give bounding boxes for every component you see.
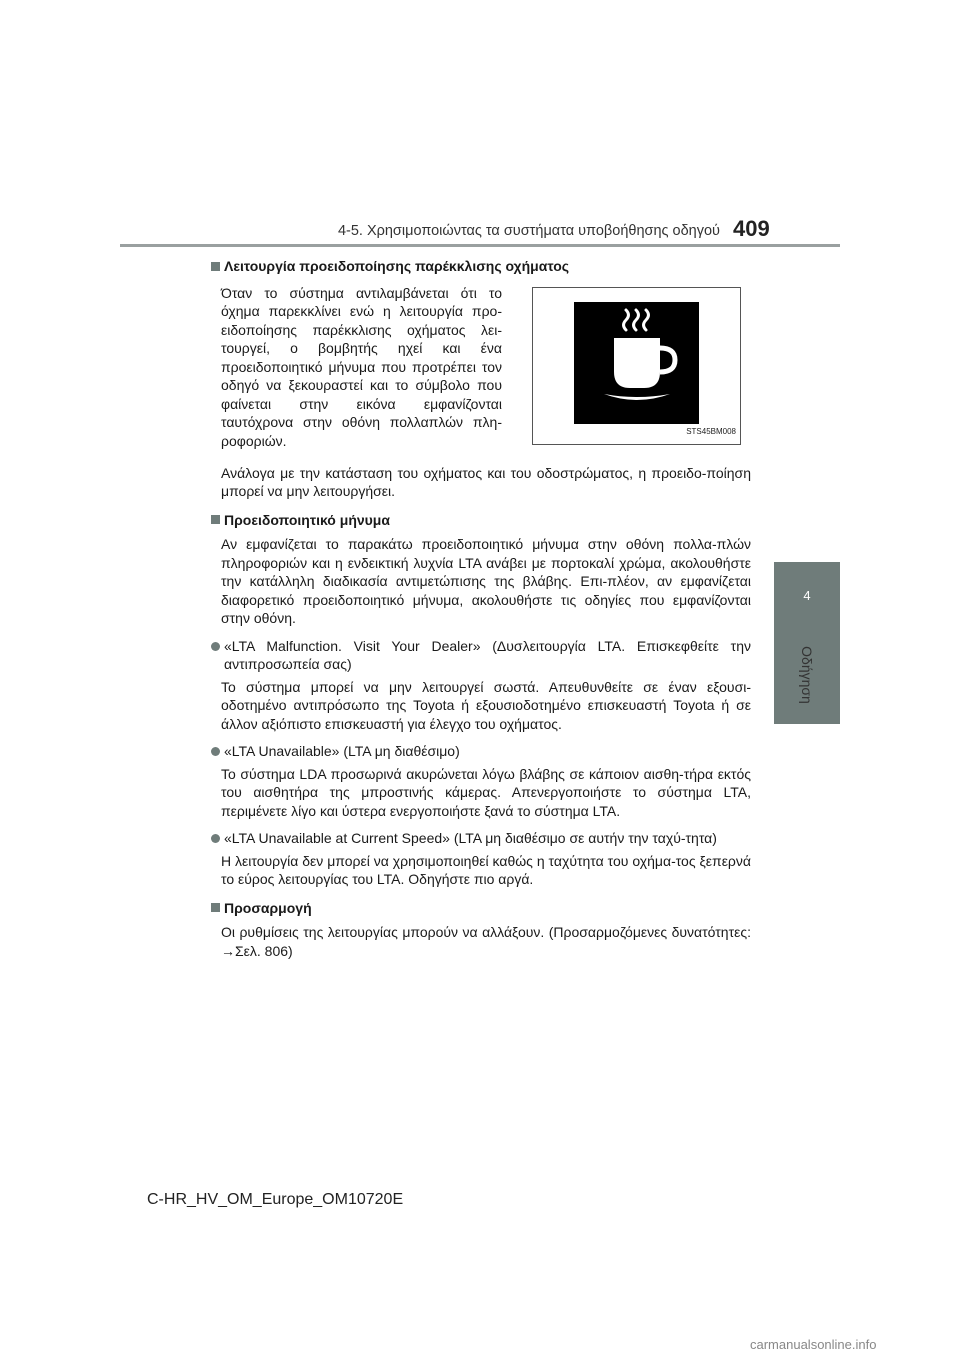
watermark-text: carmanualsonline.info bbox=[750, 1337, 877, 1352]
lane-warning-note: Ανάλογα με την κατάσταση του οχήματος και του οδοστρώματος, η προειδο-ποίηση μπορεί να μην λειτουργήσει. bbox=[221, 464, 751, 499]
section-title: 4-5. Χρησιμοποιώντας τα συστήματα υποβοήθησης οδηγού bbox=[337, 223, 720, 239]
section-square-icon bbox=[211, 262, 220, 271]
warning-message-title: Προειδοποιητικό μήνυμα bbox=[224, 511, 390, 528]
warning-item-detail: Η λειτουργία δεν μπορεί να χρησιμοποιηθεί καθώς η ταχύτητα του οχήμα-τος ξεπερνά το εύρος λειτουργίας του LTA. Οδηγήστε πιο αργά. bbox=[221, 852, 751, 887]
warning-item-message: «LTA Unavailable at Current Speed» (LTA μη διαθέσιμο σε αυτήν την ταχύ-τητα) bbox=[224, 830, 717, 846]
chapter-number: 4 bbox=[803, 588, 811, 603]
chapter-label: Οδήγηση bbox=[799, 646, 815, 704]
warning-item-detail: Το σύστημα LDA προσωρινά ακυρώνεται λόγω βλάβης σε κάποιον αισθη-τήρα εκτός του αισθητήρα της μπροστινής κάμερας. Απενεργοποιήστε το σύστημα LTA, περιμένετε λίγο και ύστερα ενεργοποιήστε ξανά το σύστημα LTA. bbox=[221, 765, 751, 819]
figure-code: STS45BM008 bbox=[686, 427, 736, 436]
warning-item-message: «LTA Malfunction. Visit Your Dealer» (Δυσλειτουργία LTA. Επισκεφθείτε την αντιπροσωπεία σας) bbox=[224, 637, 751, 672]
document-code: C-HR_HV_OM_Europe_OM10720E bbox=[147, 1191, 404, 1208]
bullet-dot-icon bbox=[211, 642, 220, 651]
warning-message-heading bbox=[211, 511, 751, 530]
chapter-label-container bbox=[774, 626, 840, 724]
warning-message-body: Αν εμφανίζεται το παρακάτω προειδοποιητικό μήνυμα στην οθόνη πολλα-πλών πληροφοριών και η ενδεικτική λυχνία LTA ανάβει με πορτοκαλί χρώμα, ακολουθήστε την κατάλληλη διαδικασία αντιμετώπισης της βλάβης. Επι-πλέον, αν εμφανίζεται διαφορετικό προειδοποιητικό μήνυμα, ακολουθήστε τις οδηγίες που εμφανίζονται στην οθόνη. bbox=[221, 536, 751, 626]
warning-item bbox=[211, 829, 751, 848]
page-content bbox=[211, 257, 751, 960]
coffee-cup-figure bbox=[532, 287, 741, 445]
coffee-cup-icon bbox=[574, 302, 699, 424]
warning-item bbox=[211, 742, 751, 761]
page-header bbox=[0, 0, 960, 250]
section-square-icon bbox=[211, 515, 220, 524]
customization-body: Οι ρυθμίσεις της λειτουργίας μπορούν να αλλάξουν. (Προσαρμοζόμενες δυνατότητες: →Σελ. 806) bbox=[221, 924, 751, 959]
lane-warning-intro-row bbox=[221, 282, 751, 464]
warning-item-message: «LTA Unavailable» (LTA μη διαθέσιμο) bbox=[224, 743, 460, 759]
lane-warning-title: Λειτουργία προειδοποίησης παρέκκλισης οχήματος bbox=[224, 258, 570, 274]
customization-title: Προσαρμογή bbox=[224, 899, 312, 916]
customization-heading bbox=[211, 899, 751, 918]
header-divider bbox=[120, 244, 840, 247]
warning-item bbox=[211, 637, 751, 674]
bullet-dot-icon bbox=[211, 747, 220, 756]
page-number: 409 bbox=[733, 216, 770, 241]
bullet-dot-icon bbox=[211, 834, 220, 843]
lane-warning-intro: Όταν το σύστημα αντιλαμβάνεται ότι το όχημα παρεκκλίνει ενώ η λειτουργία προ-ειδοποίησης παρέκκλισης οχήματος λει-τουργεί, ο βομβητής ηχεί και ένα προειδοποιητικό μήνυμα που προτρέπει τον οδηγό να ξεκουραστεί και το σύμβολο που φαίνεται στην εικόνα εμφανίζονται ταυτόχρονα στην οθόνη πολλαπλών πλη-ροφοριών. bbox=[221, 284, 502, 449]
lane-warning-heading bbox=[211, 257, 751, 276]
warning-item-detail: Το σύστημα μπορεί να μην λειτουργεί σωστά. Απευθυνθείτε σε έναν εξουσι-οδοτημένο αντιπρόσωπο της Toyota ή εξουσιοδοτημένο επισκευαστή Toyota ή σε άλλον αξιόπιστο επισκευαστή για έλεγχο του οχήματος. bbox=[221, 678, 751, 732]
section-square-icon bbox=[211, 903, 220, 912]
figure-display bbox=[574, 302, 699, 424]
